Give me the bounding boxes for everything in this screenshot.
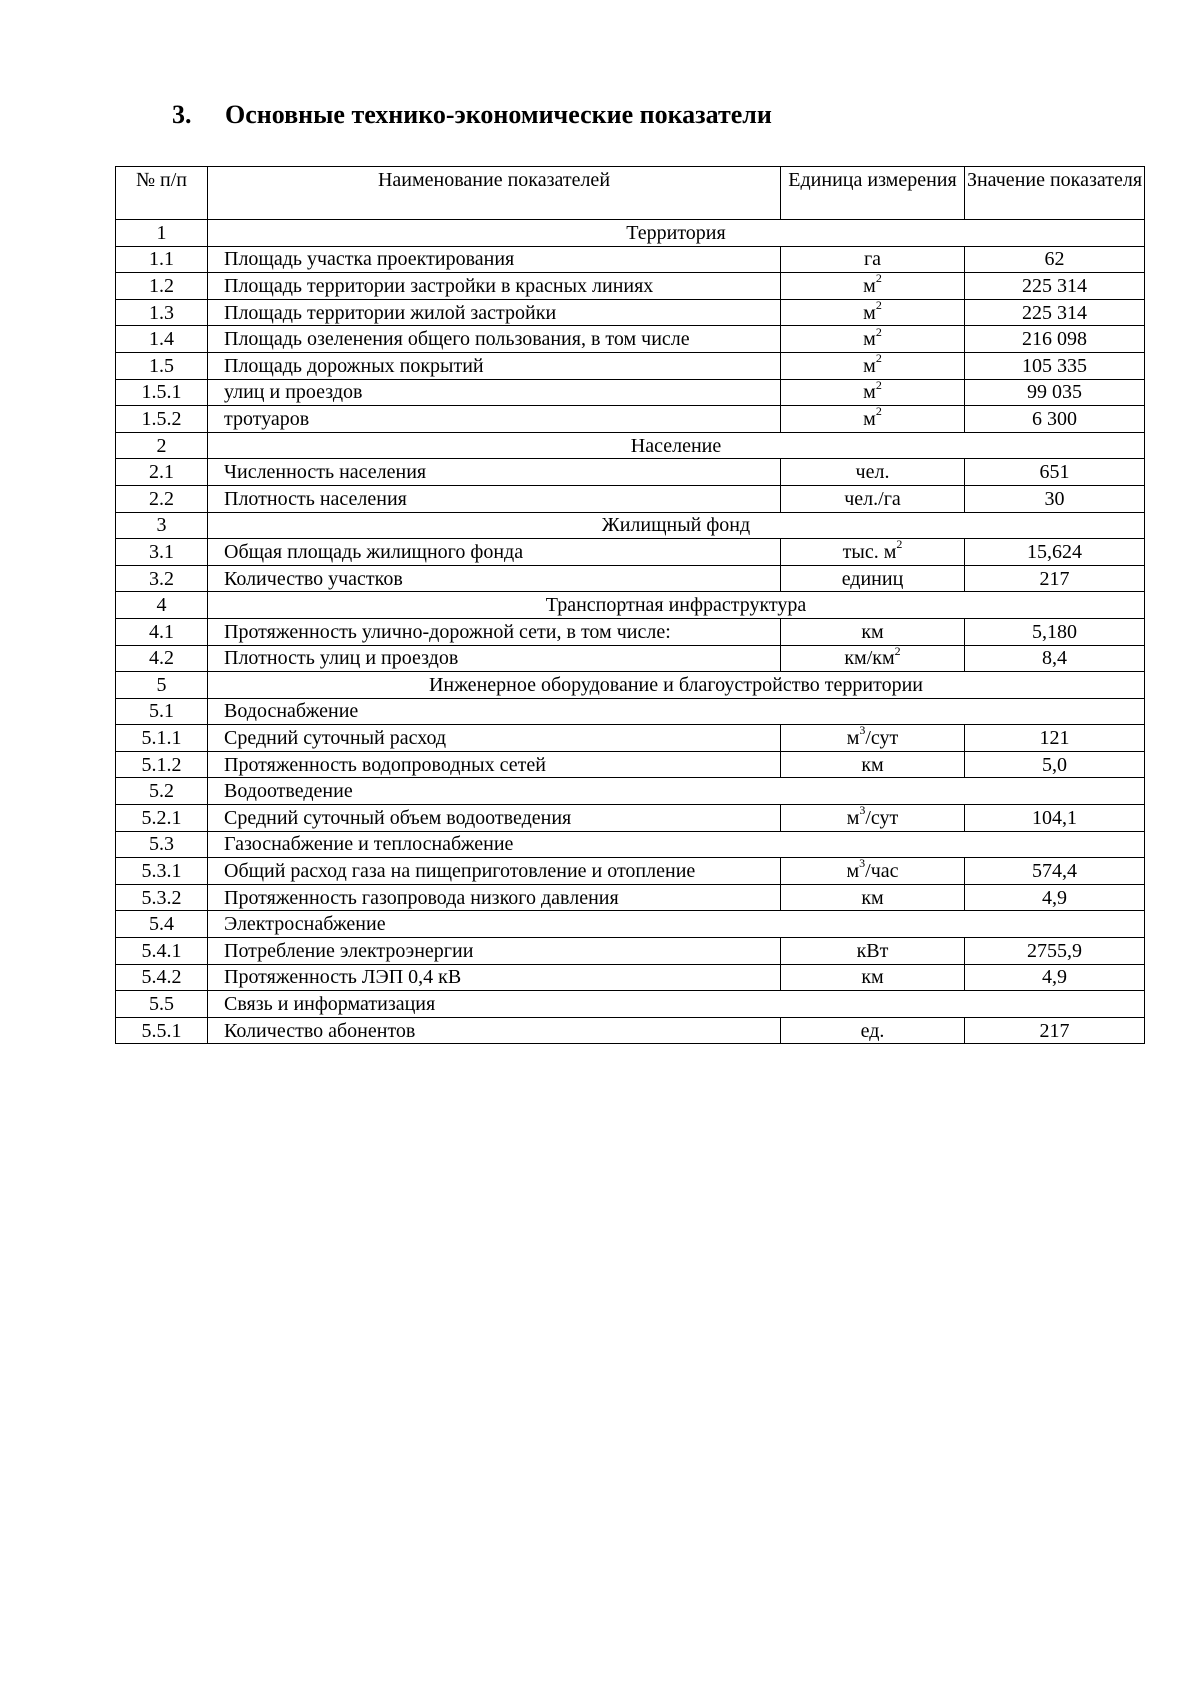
unit-cell xyxy=(781,273,965,300)
unit-text: м xyxy=(863,328,876,351)
row-number: 5.3.2 xyxy=(116,884,208,911)
indicator-name: тротуаров xyxy=(208,406,781,433)
unit-exponent: 2 xyxy=(875,377,882,392)
indicator-value: 5,0 xyxy=(965,751,1145,778)
row-number: 5.2 xyxy=(116,778,208,805)
subsection-row xyxy=(116,831,1145,858)
unit-exponent: 2 xyxy=(875,351,882,366)
section-row xyxy=(116,432,1145,459)
subsection-title-cell: Связь и информатизация xyxy=(208,991,1145,1018)
row-number: 3.2 xyxy=(116,565,208,592)
unit-cell xyxy=(781,1017,965,1044)
unit-cell xyxy=(781,246,965,273)
row-number: 1.1 xyxy=(116,246,208,273)
subsection-title-cell: Электроснабжение xyxy=(208,911,1145,938)
indicator-value: 105 335 xyxy=(965,352,1145,379)
indicator-value: 2755,9 xyxy=(965,938,1145,965)
unit-text: га xyxy=(863,248,882,271)
section-title-cell: Территория xyxy=(208,220,1145,247)
header-name: Наименование показателей xyxy=(208,167,781,220)
header-unit: Единица измерения xyxy=(781,167,965,220)
indicator-value: 121 xyxy=(965,725,1145,752)
row-number: 5.4 xyxy=(116,911,208,938)
subsection-title-cell: Водоснабжение xyxy=(208,698,1145,725)
row-number: 1.5.1 xyxy=(116,379,208,406)
indicator-name: Площадь территории застройки в красных линиях xyxy=(208,273,781,300)
indicator-name: Протяженность улично-дорожной сети, в том числе: xyxy=(208,618,781,645)
table-row xyxy=(116,805,1145,832)
section-title-cell: Население xyxy=(208,432,1145,459)
unit-cell xyxy=(781,725,965,752)
unit-text: единиц xyxy=(841,567,904,590)
unit-suffix: /сут xyxy=(865,806,899,829)
unit-exponent: 3 xyxy=(859,803,866,818)
unit-cell xyxy=(781,751,965,778)
unit-exponent: 2 xyxy=(875,271,882,286)
unit-cell xyxy=(781,352,965,379)
indicator-value: 5,180 xyxy=(965,618,1145,645)
indicator-value: 15,624 xyxy=(965,539,1145,566)
unit-text: м xyxy=(863,354,876,377)
section-title-cell: Жилищный фонд xyxy=(208,512,1145,539)
section-title: Основные технико-экономические показатели xyxy=(225,100,772,129)
row-number: 2.1 xyxy=(116,459,208,486)
row-number: 4 xyxy=(116,592,208,619)
indicator-name: Площадь территории жилой застройки xyxy=(208,299,781,326)
row-number: 4.2 xyxy=(116,645,208,672)
indicator-value: 104,1 xyxy=(965,805,1145,832)
unit-cell xyxy=(781,938,965,965)
section-number: 3. xyxy=(172,100,192,129)
indicator-name: Количество абонентов xyxy=(208,1017,781,1044)
row-number: 5.2.1 xyxy=(116,805,208,832)
unit-text: чел./га xyxy=(844,487,901,510)
row-number: 1.2 xyxy=(116,273,208,300)
indicator-value: 217 xyxy=(965,1017,1145,1044)
table-body xyxy=(116,220,1145,1044)
row-number: 5 xyxy=(116,672,208,699)
unit-cell xyxy=(781,858,965,885)
table-row xyxy=(116,485,1145,512)
unit-text: км xyxy=(861,886,884,909)
indicators-table xyxy=(115,166,1145,1044)
indicator-value: 62 xyxy=(965,246,1145,273)
unit-cell xyxy=(781,964,965,991)
unit-exponent: 3 xyxy=(859,856,866,871)
table-row xyxy=(116,246,1145,273)
table-row xyxy=(116,751,1145,778)
unit-cell xyxy=(781,645,965,672)
table-row xyxy=(116,1017,1145,1044)
unit-text: м xyxy=(863,301,876,324)
unit-exponent: 2 xyxy=(896,537,903,552)
indicator-value: 651 xyxy=(965,459,1145,486)
table-row xyxy=(116,858,1145,885)
indicator-value: 99 035 xyxy=(965,379,1145,406)
subsection-title-cell: Водоотведение xyxy=(208,778,1145,805)
row-number: 4.1 xyxy=(116,618,208,645)
table-row xyxy=(116,539,1145,566)
row-number: 5.5.1 xyxy=(116,1017,208,1044)
table-row xyxy=(116,725,1145,752)
indicator-value: 4,9 xyxy=(965,964,1145,991)
table-row xyxy=(116,406,1145,433)
row-number: 1 xyxy=(116,220,208,247)
section-title-cell: Транспортная инфраструктура xyxy=(208,592,1145,619)
unit-text: м xyxy=(846,860,860,883)
unit-cell xyxy=(781,406,965,433)
unit-suffix: /сут xyxy=(865,727,899,750)
row-number: 5.1.1 xyxy=(116,725,208,752)
indicator-value: 4,9 xyxy=(965,884,1145,911)
unit-text: км xyxy=(861,753,884,776)
header-number: № п/п xyxy=(116,167,208,220)
indicator-name: Площадь озеленения общего пользования, в том числе xyxy=(208,326,781,353)
subsection-row xyxy=(116,698,1145,725)
unit-text: м xyxy=(863,381,876,404)
unit-exponent: 2 xyxy=(894,643,901,658)
indicator-value: 6 300 xyxy=(965,406,1145,433)
unit-text: кВт xyxy=(856,939,889,962)
unit-text: тыс. м xyxy=(842,540,897,563)
unit-text: км/км xyxy=(844,647,895,670)
unit-text: м xyxy=(863,407,876,430)
indicator-name: Протяженность газопровода низкого давления xyxy=(208,884,781,911)
row-number: 5.3 xyxy=(116,831,208,858)
section-row xyxy=(116,592,1145,619)
indicator-name: Площадь дорожных покрытий xyxy=(208,352,781,379)
row-number: 2 xyxy=(116,432,208,459)
section-row xyxy=(116,220,1145,247)
unit-cell xyxy=(781,299,965,326)
unit-exponent: 2 xyxy=(875,404,882,419)
table-row xyxy=(116,459,1145,486)
section-title-cell: Инженерное оборудование и благоустройство территории xyxy=(208,672,1145,699)
row-number: 3 xyxy=(116,512,208,539)
indicator-value: 30 xyxy=(965,485,1145,512)
section-row xyxy=(116,672,1145,699)
indicator-value: 574,4 xyxy=(965,858,1145,885)
table-row xyxy=(116,884,1145,911)
unit-cell xyxy=(781,805,965,832)
unit-text: м xyxy=(846,727,860,750)
row-number: 5.1 xyxy=(116,698,208,725)
row-number: 5.4.2 xyxy=(116,964,208,991)
unit-text: км xyxy=(861,620,884,643)
unit-exponent: 2 xyxy=(875,297,882,312)
table-row xyxy=(116,938,1145,965)
subsection-row xyxy=(116,911,1145,938)
indicator-name: Общая площадь жилищного фонда xyxy=(208,539,781,566)
indicator-name: Средний суточный расход xyxy=(208,725,781,752)
indicator-name: Численность населения xyxy=(208,459,781,486)
indicator-name: улиц и проездов xyxy=(208,379,781,406)
row-number: 1.3 xyxy=(116,299,208,326)
table-row xyxy=(116,352,1145,379)
indicator-name: Протяженность водопроводных сетей xyxy=(208,751,781,778)
row-number: 5.4.1 xyxy=(116,938,208,965)
row-number: 1.4 xyxy=(116,326,208,353)
row-number: 5.3.1 xyxy=(116,858,208,885)
row-number: 5.1.2 xyxy=(116,751,208,778)
unit-cell xyxy=(781,539,965,566)
section-heading xyxy=(172,100,772,130)
indicator-name: Количество участков xyxy=(208,565,781,592)
indicator-value: 225 314 xyxy=(965,299,1145,326)
unit-cell xyxy=(781,326,965,353)
unit-suffix: /час xyxy=(865,860,899,883)
unit-cell xyxy=(781,884,965,911)
indicator-name: Площадь участка проектирования xyxy=(208,246,781,273)
unit-text: ед. xyxy=(860,1019,885,1042)
table-header-row xyxy=(116,167,1145,220)
subsection-title-cell: Газоснабжение и теплоснабжение xyxy=(208,831,1145,858)
table-row xyxy=(116,618,1145,645)
unit-text: м xyxy=(863,274,876,297)
subsection-row xyxy=(116,778,1145,805)
indicator-value: 8,4 xyxy=(965,645,1145,672)
table-row xyxy=(116,326,1145,353)
indicator-name: Средний суточный объем водоотведения xyxy=(208,805,781,832)
header-value: Значение показателя xyxy=(965,167,1145,220)
table-row xyxy=(116,645,1145,672)
row-number: 1.5 xyxy=(116,352,208,379)
indicator-name: Плотность улиц и проездов xyxy=(208,645,781,672)
row-number: 5.5 xyxy=(116,991,208,1018)
unit-cell xyxy=(781,618,965,645)
unit-cell xyxy=(781,379,965,406)
unit-text: чел. xyxy=(855,461,890,484)
section-row xyxy=(116,512,1145,539)
table-row xyxy=(116,379,1145,406)
subsection-row xyxy=(116,991,1145,1018)
indicator-name: Общий расход газа на пищеприготовление и отопление xyxy=(208,858,781,885)
indicator-name: Потребление электроэнергии xyxy=(208,938,781,965)
unit-text: м xyxy=(846,806,860,829)
table-row xyxy=(116,565,1145,592)
table-row xyxy=(116,273,1145,300)
indicator-name: Плотность населения xyxy=(208,485,781,512)
indicator-name: Протяженность ЛЭП 0,4 кВ xyxy=(208,964,781,991)
unit-exponent: 2 xyxy=(875,324,882,339)
unit-cell xyxy=(781,459,965,486)
row-number: 1.5.2 xyxy=(116,406,208,433)
row-number: 2.2 xyxy=(116,485,208,512)
indicator-value: 216 098 xyxy=(965,326,1145,353)
unit-cell xyxy=(781,485,965,512)
table-row xyxy=(116,299,1145,326)
unit-exponent: 3 xyxy=(859,723,866,738)
table-row xyxy=(116,964,1145,991)
row-number: 3.1 xyxy=(116,539,208,566)
unit-text: км xyxy=(861,966,884,989)
indicator-value: 225 314 xyxy=(965,273,1145,300)
indicator-value: 217 xyxy=(965,565,1145,592)
unit-cell xyxy=(781,565,965,592)
